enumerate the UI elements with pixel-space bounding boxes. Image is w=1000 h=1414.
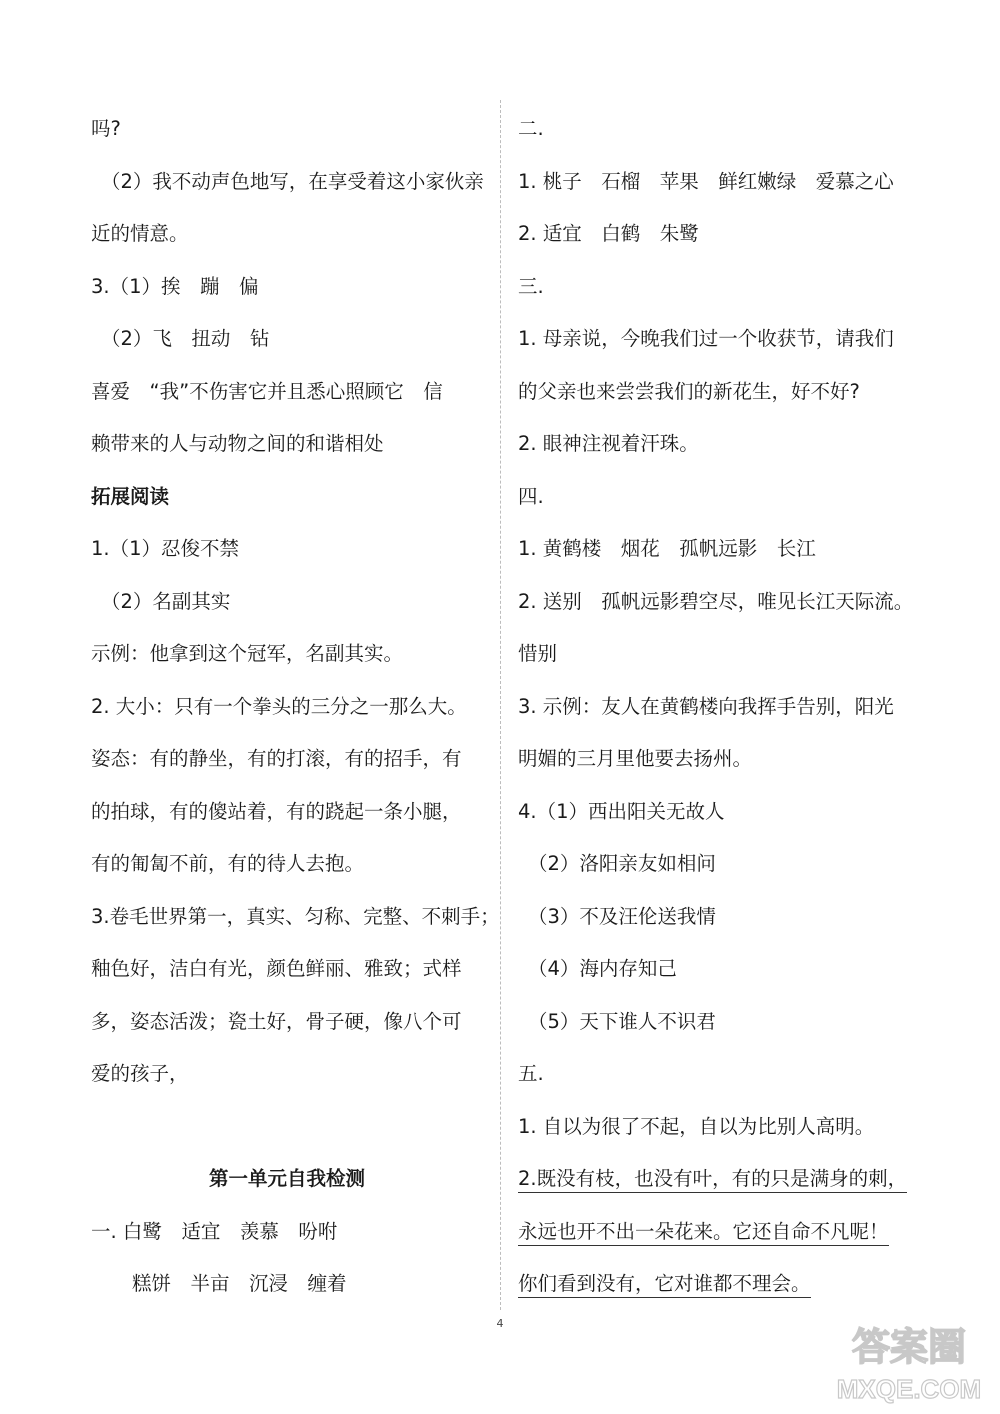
answer-line bbox=[91, 786, 483, 839]
answer-text: 拓展阅读 bbox=[91, 484, 170, 508]
answer-text: 1. 母亲说，今晚我们过一个收获节，请我们 bbox=[518, 327, 894, 350]
answer-line bbox=[91, 681, 483, 734]
answer-line bbox=[518, 103, 918, 156]
left-column bbox=[91, 103, 500, 1311]
answer-line bbox=[518, 313, 918, 366]
answer-text: 釉色好，洁白有光，颜色鲜丽、雅致；式样 bbox=[91, 957, 462, 980]
answer-line bbox=[91, 1258, 483, 1311]
answer-line bbox=[518, 366, 918, 419]
answer-text: 喜爱 “我”不伤害它并且悉心照顾它 信 bbox=[91, 379, 443, 403]
answer-line bbox=[518, 1101, 918, 1154]
answer-line bbox=[518, 943, 918, 996]
answer-line bbox=[91, 1206, 483, 1259]
answer-line bbox=[91, 733, 483, 786]
answer-line bbox=[91, 1048, 483, 1101]
answer-line bbox=[91, 261, 483, 314]
answer-line bbox=[91, 996, 483, 1049]
answer-line bbox=[518, 891, 918, 944]
answer-line bbox=[91, 103, 483, 156]
answer-line bbox=[91, 418, 483, 471]
answer-line bbox=[518, 838, 918, 891]
section-heading bbox=[91, 471, 483, 524]
answer-line bbox=[518, 523, 918, 576]
answer-text: 爱的孩子， bbox=[91, 1062, 189, 1085]
answer-line bbox=[518, 156, 918, 209]
answer-text: 五. bbox=[518, 1062, 544, 1085]
answer-text: （4）海内存知己 bbox=[528, 957, 677, 980]
answer-text: 糕饼 半亩 沉浸 缠着 bbox=[132, 1272, 347, 1295]
column-divider bbox=[500, 100, 501, 1310]
answer-text: 3.（1）挨 蹦 偏 bbox=[91, 274, 259, 298]
answer-text: 的父亲也来尝尝我们的新花生，好不好? bbox=[518, 379, 860, 403]
answer-line bbox=[91, 366, 483, 419]
answer-text: 第一单元自我检测 bbox=[208, 1167, 365, 1190]
answer-text: 2. 送别 孤帆远影碧空尽，唯见长江天际流。 bbox=[518, 589, 914, 613]
answer-line bbox=[91, 156, 483, 209]
answer-text: 惜别 bbox=[518, 642, 558, 665]
answer-text: 多，姿态活泼；瓷土好，骨子硬，像八个可 bbox=[91, 1009, 462, 1033]
answer-text: 1. 自以为很了不起，自以为比别人高明。 bbox=[518, 1114, 875, 1138]
answer-text: 4.（1）西出阳关无故人 bbox=[518, 799, 725, 823]
answer-line bbox=[518, 208, 918, 261]
answer-text: 3.卷毛世界第一，真实、匀称、完整、不刺手； bbox=[91, 904, 500, 928]
page-number: 4 bbox=[496, 1317, 504, 1330]
answer-line bbox=[91, 838, 483, 891]
answer-text: （3）不及汪伦送我情 bbox=[528, 904, 716, 928]
answer-line bbox=[91, 891, 500, 944]
answer-text: 有的匍匐不前，有的待人去抱。 bbox=[91, 852, 365, 875]
answer-line bbox=[518, 1206, 918, 1259]
right-column bbox=[518, 103, 918, 1311]
answer-line bbox=[518, 1153, 918, 1206]
answer-text: 近的情意。 bbox=[91, 222, 189, 245]
answer-line bbox=[518, 1258, 918, 1311]
answer-text: （2）飞 扭动 钻 bbox=[101, 327, 270, 350]
answer-text: 吗? bbox=[91, 117, 121, 140]
answer-text: 1. 黄鹤楼 烟花 孤帆远影 长江 bbox=[518, 537, 816, 560]
answer-text: 的拍球，有的傻站着，有的跷起一条小腿， bbox=[91, 799, 462, 823]
answer-text: 一. 白鹭 适宜 羡慕 吩咐 bbox=[91, 1219, 338, 1243]
answer-line bbox=[518, 576, 918, 629]
section-heading bbox=[91, 1153, 483, 1206]
answer-text: （5）天下谁人不识君 bbox=[528, 1009, 716, 1033]
answer-text: 赖带来的人与动物之间的和谐相处 bbox=[91, 432, 384, 455]
answer-line bbox=[91, 943, 483, 996]
answer-text: 你们看到没有，它对谁都不理会。 bbox=[518, 1272, 811, 1298]
answer-text: 2. 眼神注视着汗珠。 bbox=[518, 432, 699, 455]
answer-line bbox=[518, 733, 918, 786]
answer-text: 姿态：有的静坐，有的打滚，有的招手，有 bbox=[91, 747, 462, 770]
answer-text: 2.既没有枝，也没有叶，有的只是满身的刺， bbox=[518, 1167, 907, 1193]
answer-line bbox=[518, 681, 918, 734]
answer-text: 三. bbox=[518, 274, 544, 298]
answer-line bbox=[91, 523, 483, 576]
watermark-logo-text: 答案圈 bbox=[851, 1327, 967, 1369]
answer-line bbox=[91, 313, 483, 366]
answer-text: 2. 适宜 白鹤 朱鹭 bbox=[518, 222, 699, 245]
answer-text: 1.（1）忍俊不禁 bbox=[91, 537, 240, 560]
answer-line bbox=[518, 1048, 918, 1101]
answer-text: 二. bbox=[518, 117, 544, 140]
answer-line bbox=[91, 208, 483, 261]
answer-line bbox=[518, 786, 918, 839]
answer-text: （2）我不动声色地写，在享受着这小家伙亲 bbox=[101, 169, 484, 193]
answer-text: （2）洛阳亲友如相问 bbox=[528, 852, 716, 875]
watermark-logo bbox=[834, 1314, 984, 1406]
answer-line bbox=[91, 1101, 483, 1154]
answer-text: 永远也开不出一朵花来。它还自命不凡呢！ bbox=[518, 1220, 889, 1246]
answer-text: 示例：他拿到这个冠军，名副其实。 bbox=[91, 642, 404, 665]
answer-line bbox=[518, 471, 918, 524]
answer-line bbox=[518, 261, 918, 314]
answer-text: 1. 桃子 石榴 苹果 鲜红嫩绿 爱慕之心 bbox=[518, 169, 894, 193]
answer-line bbox=[518, 628, 918, 681]
answer-text: 2. 大小：只有一个拳头的三分之一那么大。 bbox=[91, 694, 467, 718]
answer-text: 3. 示例：友人在黄鹤楼向我挥手告别，阳光 bbox=[518, 694, 894, 718]
answer-line bbox=[518, 418, 918, 471]
answer-line bbox=[91, 576, 483, 629]
answer-line bbox=[91, 628, 483, 681]
answer-text: 四. bbox=[518, 484, 544, 508]
answer-text: （2）名副其实 bbox=[101, 589, 231, 613]
answer-line bbox=[518, 996, 918, 1049]
answer-text: 明媚的三月里他要去扬州。 bbox=[518, 747, 753, 770]
watermark-url-text: MXQE.COM bbox=[836, 1374, 982, 1404]
